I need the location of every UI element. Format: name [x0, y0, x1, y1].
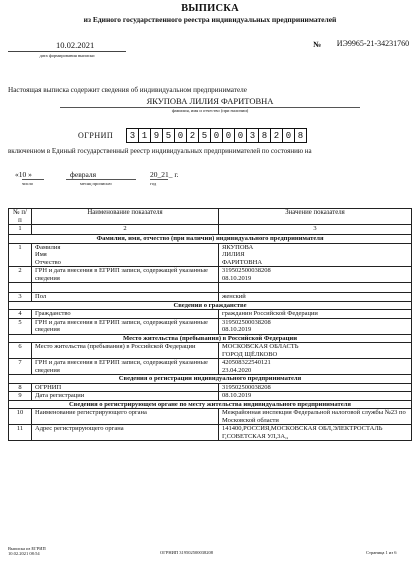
footer-ogrnip: ОГРНИП 319502500038208 [160, 550, 213, 555]
row-number: 6 [9, 343, 32, 359]
indicator-value: 319502500038208 08.10.2019 [219, 318, 412, 334]
table-row [9, 359, 412, 375]
section-title: Сведения о регистрации индивидуального предпринимателя [9, 375, 412, 384]
table-row [9, 243, 412, 267]
ogrnip-digit: 8 [258, 128, 271, 143]
indicator-value: 08.10.2019 [219, 392, 412, 401]
row-number: 9 [9, 392, 32, 401]
indicator-name: Адрес регистрирующего органа [32, 425, 219, 441]
row-number: 7 [9, 359, 32, 375]
intro-text: Настоящая выписка содержит сведения об индивидуальном предпринимателе [8, 86, 247, 94]
row-number: 3 [9, 293, 32, 302]
indicator-value: 319502500038208 [219, 383, 412, 392]
section-title: Место жительства (пребывания) в Российской Федерации [9, 334, 412, 343]
section-header-row [9, 400, 412, 409]
column-number: 3 [219, 225, 412, 235]
ogrnip-digit: 0 [282, 128, 295, 143]
number-sign: № [313, 40, 322, 49]
registry-statement: включенном в Единый государственный реестр индивидуальных предпринимателей по состоянию на [8, 147, 312, 155]
column-header-indicator: Наименование показателя [32, 209, 219, 225]
ogrnip-digit: 0 [174, 128, 187, 143]
day-caption: число [22, 181, 34, 186]
ogrnip-digit: 3 [126, 128, 139, 143]
indicator-name: ГРН и дата внесения в ЕГРИП записи, содержащей указанные сведения [32, 359, 219, 375]
ogrnip-digit: 0 [222, 128, 235, 143]
month-underline [66, 179, 136, 180]
column-header-value: Значение показателя [219, 209, 412, 225]
indicator-name: Наименование регистрирующего органа [32, 409, 219, 425]
extract-table [8, 208, 412, 441]
ogrnip-digit: 9 [150, 128, 163, 143]
row-number: 10 [9, 409, 32, 425]
row-number: 4 [9, 310, 32, 319]
document-title: ВЫПИСКА [181, 3, 239, 14]
ogrnip-label: ОГРНИП [78, 131, 114, 140]
indicator-name: Фамилия Имя Отчество [32, 243, 219, 267]
indicator-name: ГРН и дата внесения в ЕГРИП записи, содержащей указанные сведения [32, 318, 219, 334]
indicator-value: МОСКОВСКАЯ ОБЛАСТЬ ГОРОД ЩЁЛКОВО [219, 343, 412, 359]
ogrnip-digit: 2 [270, 128, 283, 143]
indicator-name: Дата регистрации [32, 392, 219, 401]
indicator-name: ОГРНИП [32, 383, 219, 392]
indicator-name: ГРН и дата внесения в ЕГРИП записи, содержащей указанные сведения [32, 267, 219, 283]
ogrnip-digit: 2 [186, 128, 199, 143]
section-title: Сведения о регистрирующем органе по месту жительства индивидуального предпринимателя [9, 400, 412, 409]
section-title: Сведения о гражданстве [9, 301, 412, 310]
ogrnip-digit-boxes [127, 128, 307, 143]
day-underline [22, 179, 44, 180]
formation-date-caption: дата формирования выписки [39, 53, 95, 58]
indicator-value: гражданин Российской Федерации [219, 310, 412, 319]
table-row [9, 310, 412, 319]
ogrnip-digit: 5 [198, 128, 211, 143]
indicator-name: Пол [32, 293, 219, 302]
indicator-value: женский [219, 293, 412, 302]
ogrnip-digit: 1 [138, 128, 151, 143]
indicator-value: 319502500038208 08.10.2019 [219, 267, 412, 283]
ogrnip-digit: 5 [162, 128, 175, 143]
indicator-name: Гражданство [32, 310, 219, 319]
table-row [9, 425, 412, 441]
table-row [9, 383, 412, 392]
row-number: 11 [9, 425, 32, 441]
indicator-value: 141400,РОССИЯ,МОСКОВСКАЯ ОБЛ,ЭЛЕКТРОСТАЛЬ Г,СОВЕТСКАЯ УЛ,3А,, [219, 425, 412, 441]
section-header-row [9, 334, 412, 343]
month-caption: месяц прописью [80, 181, 112, 186]
page-number: Страница 1 из 6 [366, 550, 397, 555]
table-row [9, 293, 412, 302]
indicator-name: Место жительства (пребывания) в Российской Федерации [32, 343, 219, 359]
as-of-day: «10 » [15, 170, 32, 179]
footer-left [8, 546, 46, 556]
column-number: 1 [9, 225, 32, 235]
table-row [9, 409, 412, 425]
year-underline [150, 179, 168, 180]
indicator-value: 420508322540121 23.04.2020 [219, 359, 412, 375]
entrepreneur-name: ЯКУПОВА ЛИЛИЯ ФАРИТОВНА [146, 96, 274, 106]
row-number: 2 [9, 267, 32, 283]
footer-left-line1: Выписка из ЕГРИП [8, 546, 46, 551]
section-title: Фамилия, имя, отчество (при наличии) индивидуального предпринимателя [9, 235, 412, 244]
column-number-row [9, 225, 412, 235]
section-header-row [9, 301, 412, 310]
date-underline [8, 51, 126, 52]
as-of-year: 20_21_ г. [150, 170, 179, 179]
table-row [9, 318, 412, 334]
as-of-month: февраля [70, 170, 97, 179]
year-caption: год [150, 181, 157, 186]
document-subtitle: из Единого государственного реестра индивидуальных предпринимателей [83, 15, 337, 24]
table-row [9, 343, 412, 359]
row-number: 1 [9, 243, 32, 267]
row-number [9, 283, 32, 293]
column-header-number: № п/п [9, 209, 32, 225]
column-number: 2 [32, 225, 219, 235]
footer-left-line2: 10.02.2021 08:54 [8, 551, 40, 556]
indicator-value [219, 283, 412, 293]
document-number: ИЭ9965-21-34231760 [336, 39, 410, 48]
ogrnip-digit: 0 [210, 128, 223, 143]
section-header-row [9, 235, 412, 244]
table-header-row [9, 209, 412, 225]
ogrnip-digit: 3 [246, 128, 259, 143]
row-number: 8 [9, 383, 32, 392]
ogrnip-digit: 8 [294, 128, 307, 143]
ogrnip-digit: 0 [234, 128, 247, 143]
formation-date: 10.02.2021 [56, 40, 95, 50]
indicator-name [32, 283, 219, 293]
row-number: 5 [9, 318, 32, 334]
table-row [9, 267, 412, 283]
table-row [9, 283, 412, 293]
indicator-value: Межрайонная инспекция Федеральной налоговой службы №23 по Московской области [219, 409, 412, 425]
section-header-row [9, 375, 412, 384]
name-caption: фамилия, имя и отчество (при наличии) [171, 108, 249, 113]
table-row [9, 392, 412, 401]
indicator-value: ЯКУПОВА ЛИЛИЯ ФАРИТОВНА [219, 243, 412, 267]
